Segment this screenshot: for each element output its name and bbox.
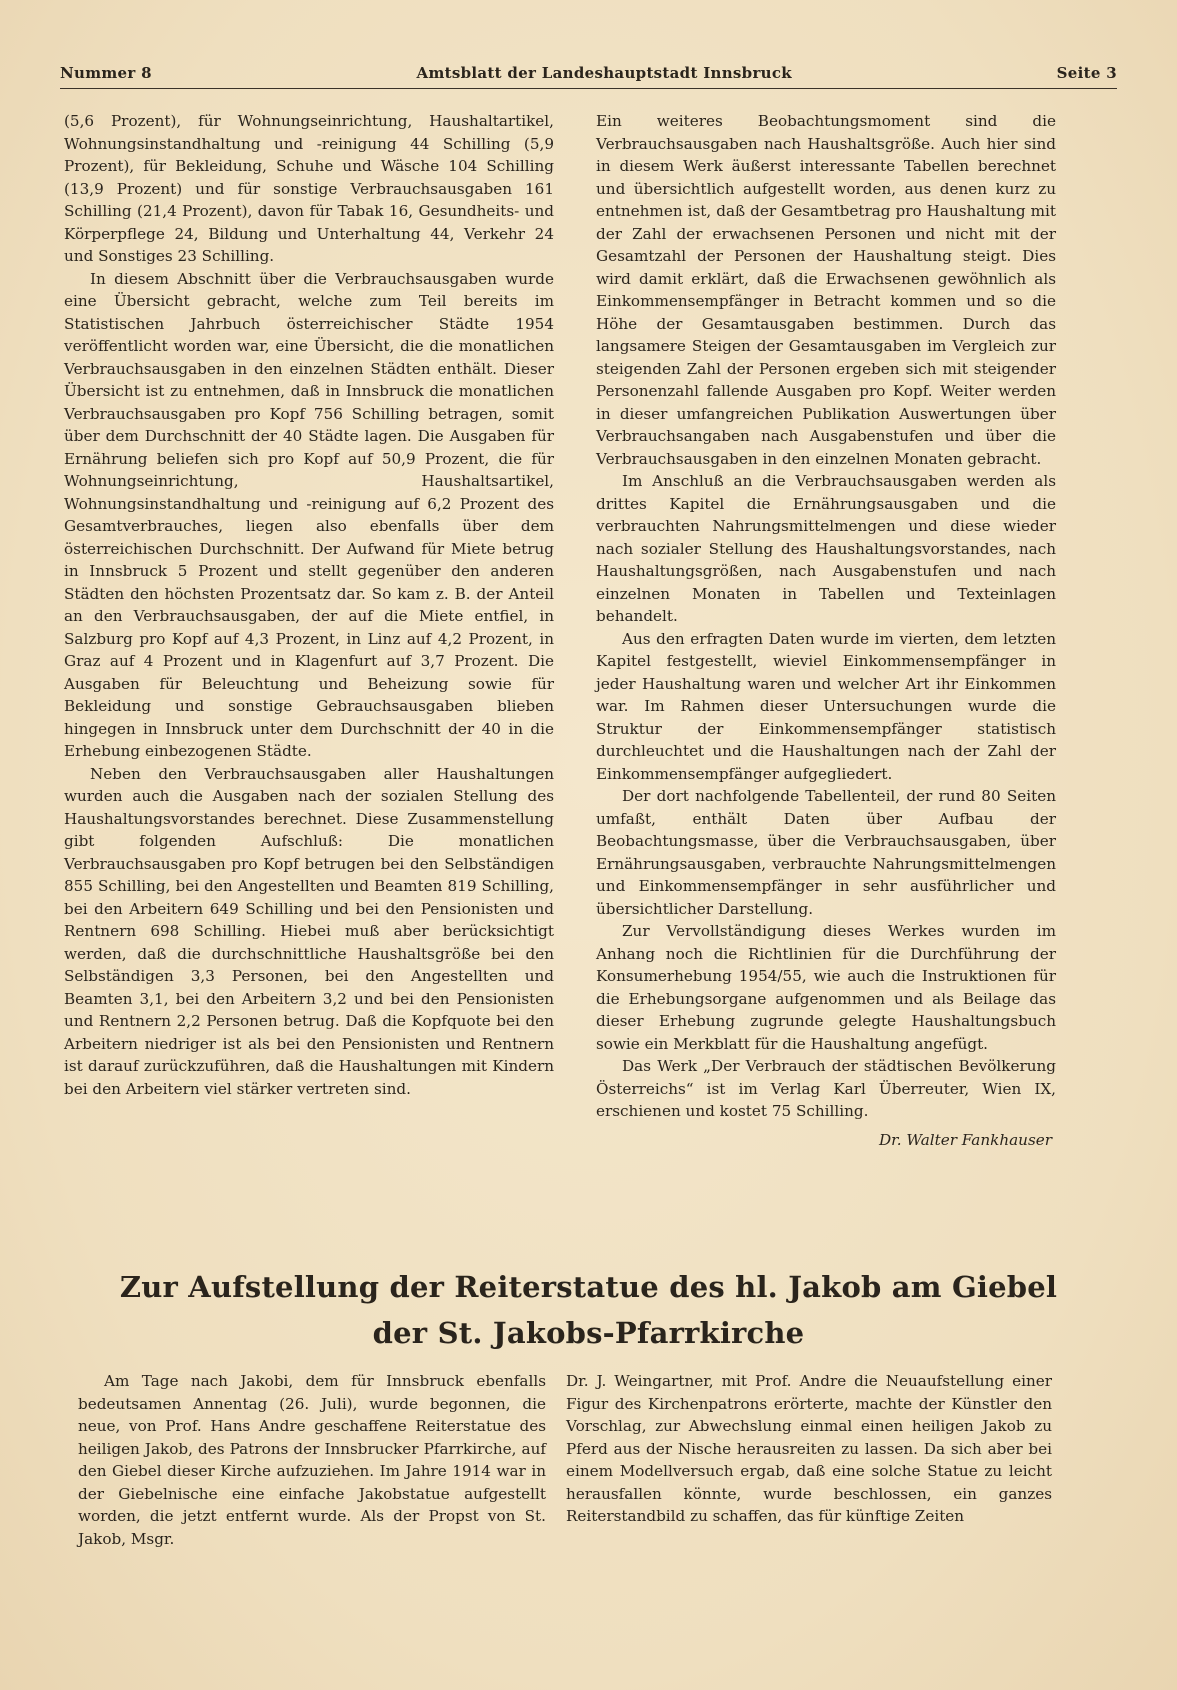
- paragraph: Im Anschluß an die Verbrauchsausgaben werden als drittes Kapitel die Ernährungsausgaben und die verbrauchten Nahrungsmittelmengen und diese wieder nach sozialer Stellung des Haushaltungsvorstandes, nach Haushaltungsgrößen, nach Ausgabenstufen und nach einzelnen Monaten in Tabellen und Texteinlagen behandelt.: [596, 472, 1056, 625]
- paragraph: Neben den Verbrauchsausgaben aller Haushaltungen wurden auch die Ausgaben nach der sozialen Stellung des Haushaltungsvorstandes berechnet. Diese Zusammenstellung gibt folgenden Aufschluß: Die monatlichen Verbrauchsausgaben pro Kopf betrugen bei den Selbständigen 855 Schilling, bei den Angestellten und Beamten 819 Schilling, bei den Arbeitern 649 Schilling und bei den Pensionisten und Rentnern 698 Schilling. Hiebei muß aber berücksichtigt werden, daß die durchschnittliche Haushaltsgröße bei den Selbständigen 3,3 Personen, bei den Angestellten und Beamten 3,1, bei den Arbeitern 3,2 und bei den Pensionisten und Rentnern 2,2 Personen betrug. Daß die Kopfquote bei den Arbeitern niedriger ist als bei den Pensionisten und Rentnern ist darauf zurückzuführen, daß die Haushaltungen mit Kindern bei den Arbeitern viel stärker vertreten sind.: [64, 764, 554, 1098]
- paragraph: Das Werk „Der Verbrauch der städtischen Bevölkerung Österreichs“ ist im Verlag Karl Überreuter, Wien IX, erschienen und kostet 75 Schilling.: [596, 1057, 1056, 1120]
- page-header: [60, 64, 1117, 88]
- article1-column-left: [64, 110, 554, 1100]
- paragraph: In diesem Abschnitt über die Verbrauchsausgaben wurde eine Übersicht gebracht, welche zum Teil bereits im Statistischen Jahrbuch österreichischer Städte 1954 veröffentlicht worden war, eine Übersicht, die die monatlichen Verbrauchsausgaben in den einzelnen Städten enthält. Dieser Übersicht ist zu entnehmen, daß in Innsbruck die monatlichen Verbrauchsausgaben pro Kopf 756 Schilling betragen, somit über dem Durchschnitt der 40 Städte lagen. Die Ausgaben für Ernährung beliefen sich pro Kopf auf 50,9 Prozent, die für Wohnungseinrichtung, Haushaltsartikel, Wohnungsinstandhaltung und -reinigung auf 6,2 Prozent des Gesamtverbrauches, liegen also ebenfalls über dem österreichischen Durchschnitt. Der Aufwand für Miete betrug in Innsbruck 5 Prozent und stellt gegenüber den anderen Städten den höchsten Prozentsatz dar. So kam z. B. der Anteil an den Verbrauchsausgaben, der auf die Miete entfiel, in Salzburg pro Kopf auf 4,3 Prozent, in Linz auf 4,2 Prozent, in Graz auf 4 Prozent und in Klagenfurt auf 3,7 Prozent. Die Ausgaben für Beleuchtung und Beheizung sowie für Bekleidung und sonstige Gebrauchsausgaben blieben hingegen in Innsbruck unter dem Durchschnitt der 40 in die Erhebung einbezogenen Städte.: [64, 269, 554, 760]
- paragraph: Dr. J. Weingartner, mit Prof. Andre die Neuaufstellung einer Figur des Kirchenpatrons erörterte, machte der Künstler den Vorschlag, zur Abwechslung einmal einen heiligen Jakob zu Pferd aus der Nische herausreiten zu lassen. Da sich aber bei einem Modellversuch ergab, daß eine solche Statue zu leicht herausfallen könnte, wurde beschlossen, ein ganzes Reiterstandbild zu schaffen, das für künftige Zeiten: [566, 1372, 1052, 1525]
- header-rule: [60, 88, 1117, 89]
- author-signature: Dr. Walter Fankhauser: [878, 1130, 1052, 1149]
- issue-number: Nummer 8: [60, 64, 152, 82]
- paragraph: Aus den erfragten Daten wurde im vierten, dem letzten Kapitel festgestellt, wieviel Einkommensempfänger in jeder Haushaltung waren und welcher Art ihr Einkommen war. Im Rahmen dieser Untersuchungen wurde die Struktur der Einkommensempfänger statistisch durchleuchtet und die Haushaltungen nach der Zahl der Einkommensempfänger aufgegliedert.: [596, 629, 1056, 783]
- article2-headline: [60, 1264, 1117, 1356]
- article1-column-right: [596, 110, 1056, 1151]
- paragraph: (5,6 Prozent), für Wohnungseinrichtung, Haushaltartikel, Wohnungsinstandhaltung und -reinigung 44 Schilling (5,9 Prozent), für Bekleidung, Schuhe und Wäsche 104 Schilling (13,9 Prozent) und für sonstige Verbrauchsausgaben 161 Schilling (21,4 Prozent), davon für Tabak 16, Gesundheits- und Körperpflege 24, Bildung und Unterhaltung 44, Verkehr 24 und Sonstiges 23 Schilling.: [64, 112, 554, 265]
- publication-title: Amtsblatt der Landeshauptstadt Innsbruck: [416, 64, 792, 82]
- paragraph: Ein weiteres Beobachtungsmoment sind die Verbrauchsausgaben nach Haushaltsgröße. Auch hier sind in diesem Werk äußerst interessante Tabellen berechnet und übersichtlich aufgestellt worden, aus denen kurz zu entnehmen ist, daß der Gesamtbetrag pro Haushaltung mit der Zahl der erwachsenen Personen und nicht mit der Gesamtzahl der Personen der Haushaltung steigt. Dies wird damit erklärt, daß die Erwachsenen gewöhnlich als Einkommensempfänger in Betracht kommen und so die Höhe der Gesamtausgaben bestimmen. Durch das langsamere Steigen der Gesamtausgaben im Vergleich zur steigenden Zahl der Personen ergeben sich mit steigender Personenzahl fallende Ausgaben pro Kopf. Weiter werden in dieser umfangreichen Publikation Auswertungen über Verbrauchsangaben nach Ausgabenstufen und über die Verbrauchsausgaben in den einzelnen Monaten gebracht.: [596, 112, 1056, 468]
- headline-line-2: der St. Jakobs-Pfarrkirche: [372, 1316, 805, 1350]
- paragraph: Zur Vervollständigung dieses Werkes wurden im Anhang noch die Richtlinien für die Durchführung der Konsumerhebung 1954/55, wie auch die Instruktionen für die Erhebungsorgane aufgenommen und als Beilage das dieser Erhebung zugrunde gelegte Haushaltungsbuch sowie ein Merkblatt für die Haushaltung angefügt.: [596, 922, 1056, 1053]
- paragraph: Der dort nachfolgende Tabellenteil, der rund 80 Seiten umfaßt, enthält Daten über Aufbau der Beobachtungsmasse, über die Verbrauchsausgaben, über Ernährungsausgaben, verbrauchte Nahrungsmittelmengen und Einkommensempfänger in sehr ausführlicher und übersichtlicher Darstellung.: [596, 787, 1056, 918]
- headline-line-1: Zur Aufstellung der Reiterstatue des hl. Jakob am Giebel: [119, 1270, 1058, 1304]
- page-number: Seite 3: [1056, 64, 1117, 82]
- article2-column-right: [566, 1370, 1052, 1528]
- paragraph: Am Tage nach Jakobi, dem für Innsbruck ebenfalls bedeutsamen Annentag (26. Juli), wurde begonnen, die neue, von Prof. Hans Andre geschaffene Reiterstatue des heiligen Jakob, des Patrons der Innsbrucker Pfarrkirche, auf den Giebel dieser Kirche aufzuziehen. Im Jahre 1914 war in der Giebelnische eine einfache Jakobstatue aufgestellt worden, die jetzt entfernt wurde. Als der Propst von St. Jakob, Msgr.: [78, 1372, 546, 1548]
- article2-column-left: [78, 1370, 546, 1550]
